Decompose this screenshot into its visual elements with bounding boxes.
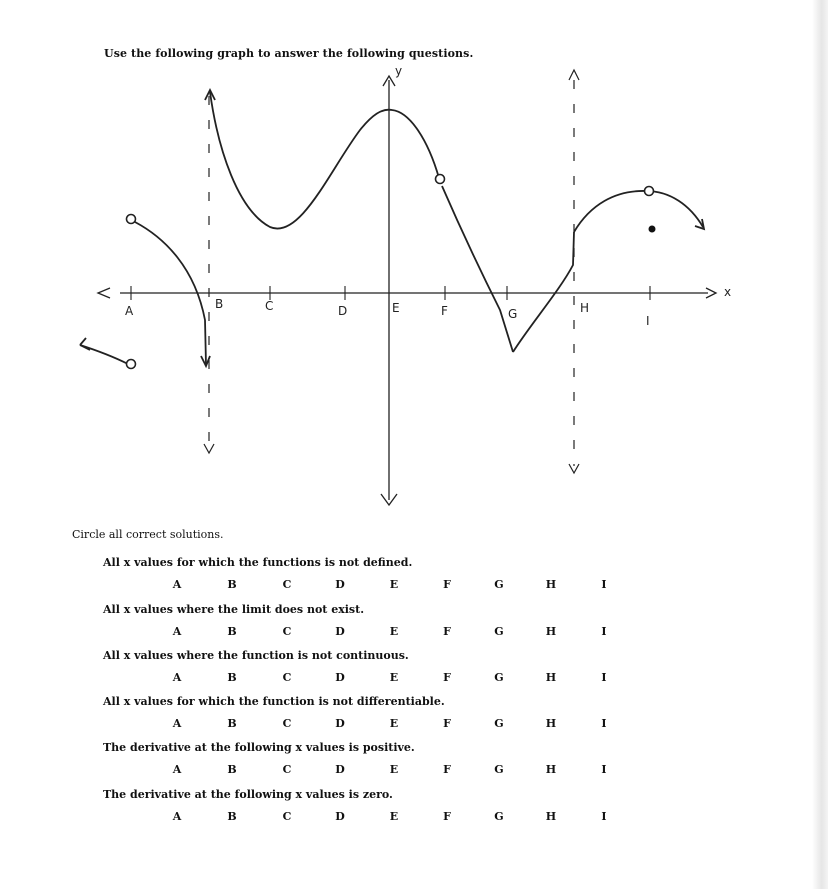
question-text: All x values for which the function is not differentiable.	[103, 695, 445, 708]
question-text: All x values where the limit does not exist.	[103, 603, 365, 616]
choice-b[interactable]: B	[227, 625, 237, 638]
choice-f[interactable]: F	[443, 717, 451, 730]
choice-g[interactable]: G	[494, 717, 504, 730]
y-axis-label: y	[395, 64, 403, 78]
choice-d[interactable]: D	[335, 763, 345, 776]
question	[0, 788, 828, 835]
choice-d[interactable]: D	[335, 671, 345, 684]
choice-i[interactable]: I	[601, 717, 607, 730]
curve	[80, 90, 704, 366]
choice-g[interactable]: G	[494, 578, 504, 591]
point-label-c: C	[265, 299, 274, 313]
question	[0, 556, 828, 603]
intro-text: Use the following graph to answer the following questions.	[104, 47, 474, 60]
choice-c[interactable]: C	[282, 810, 292, 823]
choice-g[interactable]: G	[494, 671, 504, 684]
choice-e[interactable]: E	[389, 763, 399, 776]
choice-f[interactable]: F	[443, 671, 451, 684]
choice-f[interactable]: F	[443, 625, 451, 638]
choice-a[interactable]: A	[172, 763, 182, 776]
choice-e[interactable]: E	[389, 671, 399, 684]
point-label-f: F	[441, 304, 448, 318]
asymptote-h-top-arrow	[569, 70, 579, 80]
asymptote-b-arrow	[204, 444, 214, 453]
point-label-b: B	[215, 297, 224, 311]
choice-f[interactable]: F	[443, 763, 451, 776]
choice-c[interactable]: C	[282, 578, 292, 591]
question-text: All x values for which the functions is not defined.	[103, 556, 413, 569]
x-axis-label: x	[724, 285, 732, 299]
choice-d[interactable]: D	[335, 810, 345, 823]
choice-b[interactable]: B	[227, 810, 237, 823]
point-label-a: A	[125, 304, 134, 318]
choice-h[interactable]: H	[545, 671, 557, 684]
point-label-h: H	[580, 301, 590, 315]
choice-a[interactable]: A	[172, 578, 182, 591]
choice-g[interactable]: G	[494, 763, 504, 776]
choice-i[interactable]: I	[601, 763, 607, 776]
choice-i[interactable]: I	[601, 578, 607, 591]
choice-h[interactable]: H	[545, 578, 557, 591]
choice-d[interactable]: D	[335, 578, 345, 591]
question	[0, 603, 828, 650]
choice-a[interactable]: A	[172, 625, 182, 638]
choice-h[interactable]: H	[545, 810, 557, 823]
choice-d[interactable]: D	[335, 717, 345, 730]
choice-g[interactable]: G	[494, 625, 504, 638]
point-label-i: I	[646, 314, 650, 328]
point-label-g: G	[508, 307, 518, 321]
choice-g[interactable]: G	[494, 810, 504, 823]
choice-a[interactable]: A	[172, 717, 182, 730]
choice-i[interactable]: I	[601, 625, 607, 638]
choice-f[interactable]: F	[443, 810, 451, 823]
choice-c[interactable]: C	[282, 763, 292, 776]
choice-i[interactable]: I	[601, 810, 607, 823]
curve-h-to-i	[574, 191, 703, 232]
question	[0, 695, 828, 742]
choice-b[interactable]: B	[227, 717, 237, 730]
point-label-d: D	[338, 304, 348, 318]
curve-b-to-e	[210, 92, 439, 229]
choice-e[interactable]: E	[389, 578, 399, 591]
question	[0, 741, 828, 788]
open-circle-a-lower	[127, 360, 136, 369]
open-circle-i	[645, 187, 654, 196]
choice-c[interactable]: C	[282, 717, 292, 730]
choice-c[interactable]: C	[282, 625, 292, 638]
question-text: The derivative at the following x values is positive.	[103, 741, 415, 754]
choice-e[interactable]: E	[389, 625, 399, 638]
choice-h[interactable]: H	[545, 717, 557, 730]
curve-g-to-h	[513, 232, 574, 352]
point-label-e: E	[392, 301, 400, 315]
open-circle-f	[436, 175, 445, 184]
choice-a[interactable]: A	[172, 671, 182, 684]
choice-f[interactable]: F	[443, 578, 451, 591]
instructions: Circle all correct solutions.	[72, 528, 224, 541]
question	[0, 649, 828, 696]
choice-h[interactable]: H	[545, 763, 557, 776]
question-text: The derivative at the following x values is zero.	[103, 788, 393, 801]
choice-h[interactable]: H	[545, 625, 557, 638]
choice-c[interactable]: C	[282, 671, 292, 684]
choice-a[interactable]: A	[172, 810, 182, 823]
curve-f-to-g	[442, 186, 513, 352]
question-text: All x values where the function is not continuous.	[103, 649, 409, 662]
choice-b[interactable]: B	[227, 578, 237, 591]
choice-e[interactable]: E	[389, 810, 399, 823]
choice-b[interactable]: B	[227, 671, 237, 684]
open-circle-a-upper	[127, 215, 136, 224]
choice-i[interactable]: I	[601, 671, 607, 684]
choice-b[interactable]: B	[227, 763, 237, 776]
filled-point-i	[649, 226, 656, 233]
choice-d[interactable]: D	[335, 625, 345, 638]
choice-e[interactable]: E	[389, 717, 399, 730]
x-axis-left-arrow	[98, 288, 110, 298]
